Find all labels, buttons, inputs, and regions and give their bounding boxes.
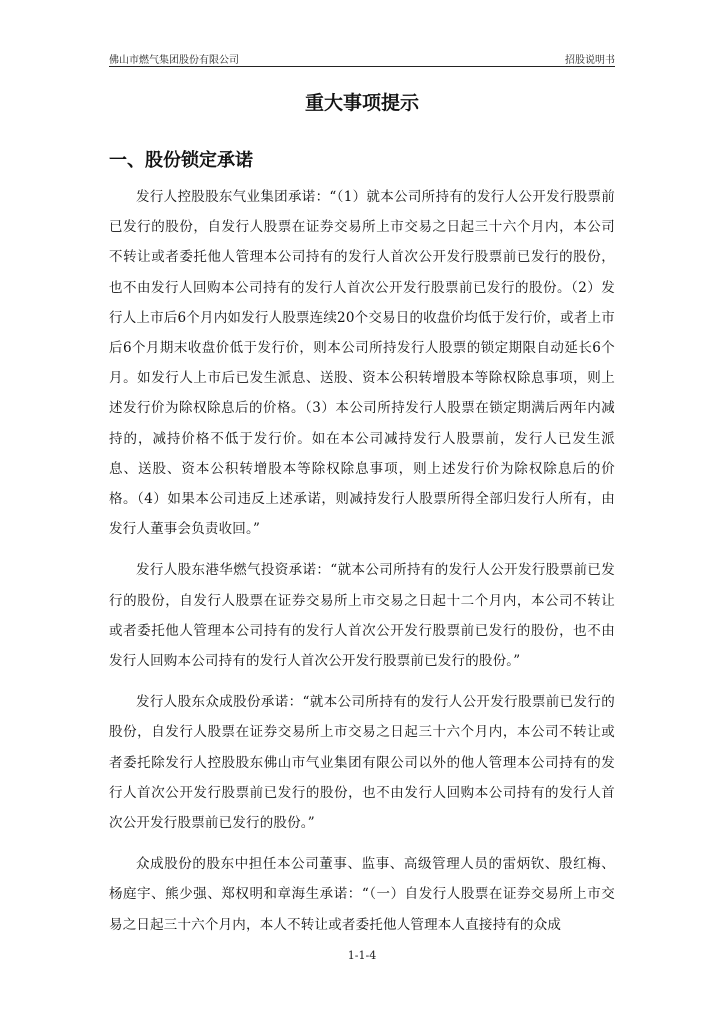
paragraph-controlling-shareholder: 发行人控股股东气业集团承诺：“（1）就本公司所持有的发行人公开发行股票前已发行的股份，自发行人股票在证券交易所上市交易之日起三十六个月内，本公司不转让或者委托他人管理本公司持有的发行人首次公开发行股票前已发行的股份，也不由发行人回购本公司持有的发行人首次公开发行股票前已发行的股份。（2）发行人上市后6个月内如发行人股票连续20个交易日的收盘价均低于发行价，或者上市后6个月期末收盘价低于发行价，则本公司所持发行人股票的锁定期限自动延长6个月。如发行人上市后已发生派息、送股、资本公积转增股本等除权除息事项，则上述发行价为除权除息后的价格。（3）本公司所持发行人股票在锁定期满后两年内减持的，减持价格不低于发行价。如在本公司减持发行人股票前，发行人已发生派息、送股、资本公积转增股本等除权除息事项，则上述发行价为除权除息后的价格。（4）如果本公司违反上述承诺，则减持发行人股票所得全部归发行人所有，由发行人董事会负责收回。” xyxy=(109,189,615,538)
page-header xyxy=(109,48,615,66)
paragraph-zhongcheng-shareholders: 众成股份的股东中担任本公司董事、监事、高级管理人员的雷炳钦、殷红梅、杨庭宇、熊少强、郑权明和章海生承诺：“（一）自发行人股票在证券交易所上市交易之日起三十六个月内，本人不转让或者委托他人管理本人直接持有的众成 xyxy=(109,856,615,933)
section-heading: 一、股份锁定承诺 xyxy=(109,150,253,171)
paragraph-towngas-investment: 发行人股东港华燃气投资承诺：“就本公司所持有的发行人公开发行股票前已发行的股份，自发行人股票在证券交易所上市交易之日起十二个月内，本公司不转让或者委托他人管理本公司持有的发行人首次公开发行股票前已发行的股份，也不由发行人回购本公司持有的发行人首次公开发行股票前已发行的股份。” xyxy=(109,562,615,670)
page-number: 1-1-4 xyxy=(347,949,377,962)
header-divider xyxy=(109,66,615,67)
header-company-name: 佛山市燃气集团股份有限公司 xyxy=(109,55,239,66)
paragraph-zhongcheng-shares: 发行人股东众成股份承诺：“就本公司所持有的发行人公开发行股票前已发行的股份，自发行人股票在证券交易所上市交易之日起三十六个月内，本公司不转让或者委托除发行人控股股东佛山市气业集团有限公司以外的他人管理本公司持有的发行人首次公开发行股票前已发行的股份，也不由发行人回购本公司持有的发行人首次公开发行股票前已发行的股份。” xyxy=(109,694,615,832)
page-title: 重大事项提示 xyxy=(304,92,419,114)
document-body xyxy=(109,182,615,951)
header-document-type: 招股说明书 xyxy=(565,55,615,66)
